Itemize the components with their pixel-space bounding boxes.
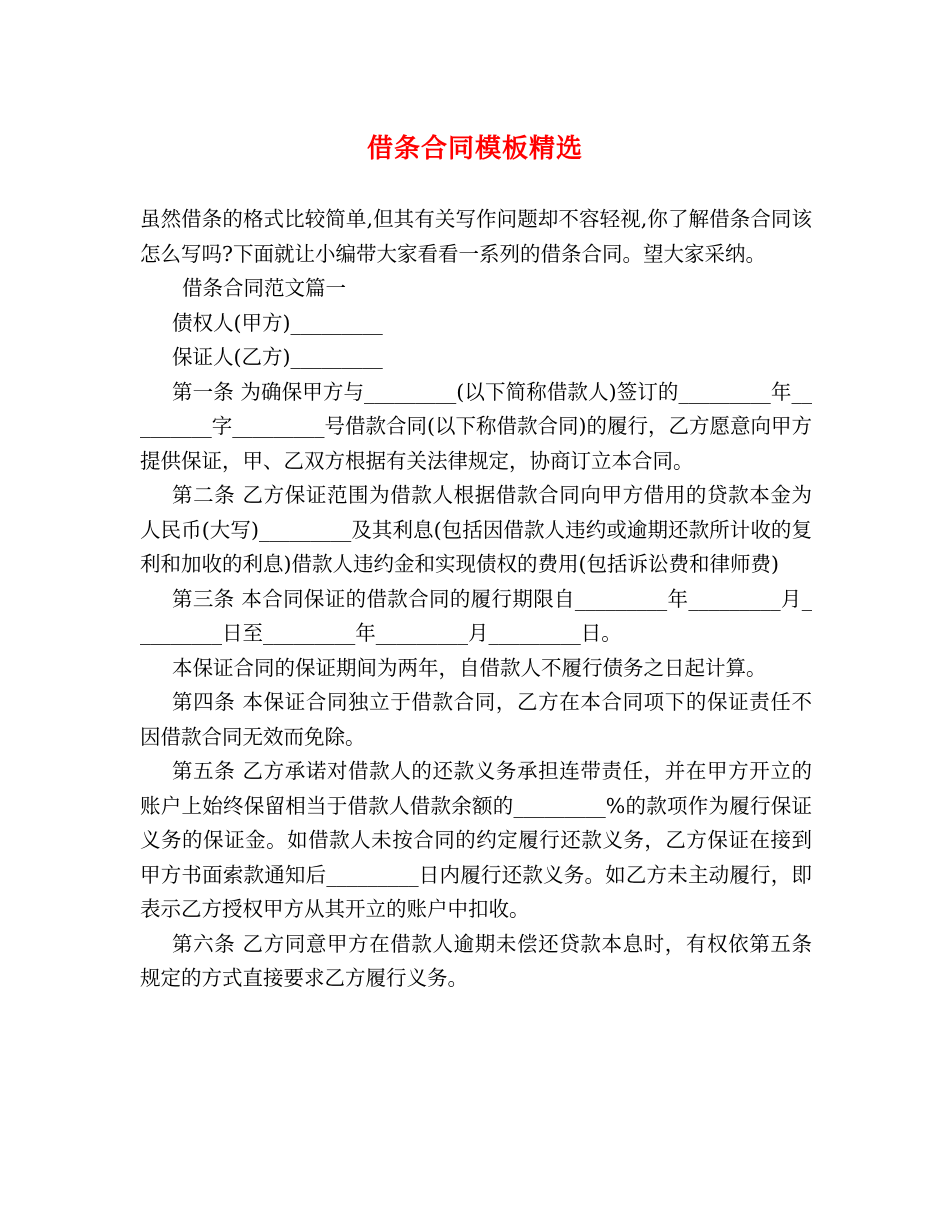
article-1: 第一条 为确保甲方与_________(以下简称借款人)签订的_________年_________字_________号借款合同(以下称借款合同)的履行，乙方愿意向甲方提供保证，甲、乙双方根据有关法律规定，协商订立本合同。	[140, 379, 812, 473]
article-6: 第六条 乙方同意甲方在借款人逾期未偿还贷款本息时，有权依第五条规定的方式直接要求乙方履行义务。	[140, 931, 812, 990]
guarantee-period: 本保证合同的保证期间为两年，自借款人不履行债务之日起计算。	[172, 655, 767, 680]
creditor-line: 债权人(甲方)_________	[172, 310, 383, 335]
article-5: 第五条 乙方承诺对借款人的还款义务承担连带责任，并在甲方开立的账户上始终保留相当于借款人借款余额的_________%的款项作为履行保证义务的保证金。如借款人未按合同的约定履行还款义务，乙方保证在接到甲方书面索款通知后_________日内履行还款义务。如乙方未主动履行，即表示乙方授权甲方从其开立的账户中扣收。	[140, 759, 812, 921]
article-2: 第二条 乙方保证范围为借款人根据借款合同向甲方借用的贷款本金为人民币(大写)_________及其利息(包括因借款人违约或逾期还款所计收的复利和加收的利息)借款人违约金和实现债权的费用(包括诉讼费和律师费)	[140, 483, 812, 576]
document-body	[140, 202, 812, 996]
article-3: 第三条 本合同保证的借款合同的履行期限自_________年_________月_________日至_________年_________月_________日。	[140, 586, 812, 645]
guarantor-line: 保证人(乙方)_________	[172, 345, 383, 369]
section-heading: 借条合同范文篇一	[182, 276, 346, 300]
intro-paragraph: 虽然借条的格式比较简单,但其有关写作问题却不容轻视,你了解借条合同该怎么写吗?下面就让小编带大家看看一系列的借条合同。望大家采纳。	[140, 207, 812, 266]
article-4: 第四条 本保证合同独立于借款合同，乙方在本合同项下的保证责任不因借款合同无效而免除。	[140, 690, 812, 749]
document-title: 借条合同模板精选	[366, 134, 583, 164]
